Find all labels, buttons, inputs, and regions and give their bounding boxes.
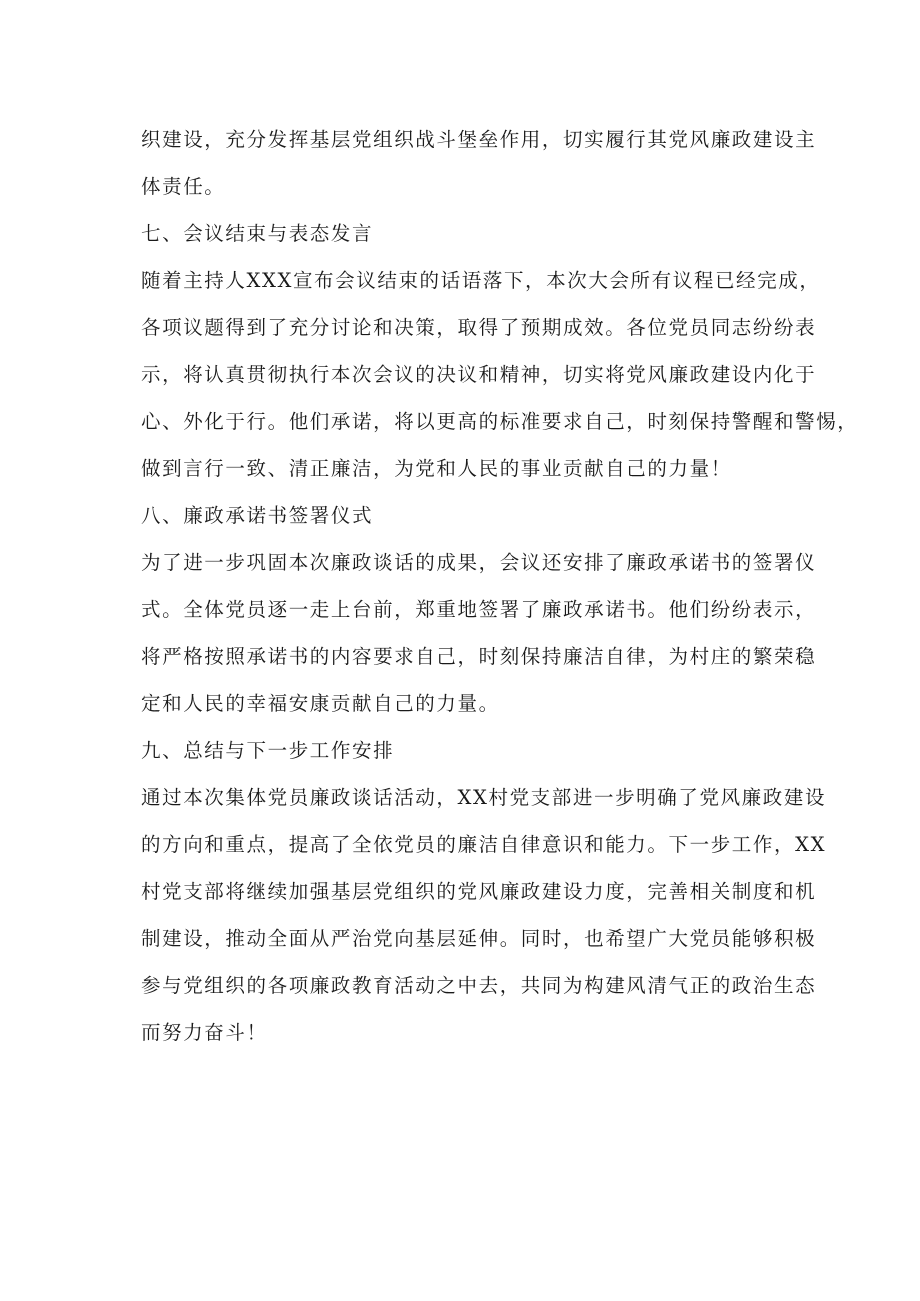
paragraph-line: 定和人民的幸福安康贡献自己的力量。 [141,692,500,715]
paragraph-line: 心、外化于行。他们承诺，将以更高的标准要求自己，时刻保持警醒和警惕， [141,410,859,433]
paragraph-line: 各项议题得到了充分讨论和决策，取得了预期成效。各位党员同志纷纷表 [141,316,817,339]
paragraph-line: 示，将认真贯彻执行本次会议的决议和精神，切实将党风廉政建设内化于 [141,363,817,386]
paragraph-line: 随着主持人XXX宣布会议结束的话语落下，本次大会所有议程已经完成， [141,269,821,292]
paragraph-line: 村党支部将继续加强基层党组织的党风廉政建设力度，完善相关制度和机 [141,880,817,903]
paragraph-line: 通过本次集体党员廉政谈话活动，XX村党支部进一步明确了党风廉政建设 [141,786,827,809]
paragraph-line: 将严格按照承诺书的内容要求自己，时刻保持廉洁自律，为村庄的繁荣稳 [141,645,817,668]
paragraph-line: 参与党组织的各项廉政教育活动之中去，共同为构建风清气正的政治生态 [141,974,817,997]
paragraph-line: 体责任。 [141,175,226,198]
paragraph-line: 而努力奋斗！ [141,1021,268,1044]
paragraph-line: 织建设，充分发挥基层党组织战斗堡垒作用，切实履行其党风廉政建设主 [141,128,817,151]
paragraph-line: 为了进一步巩固本次廉政谈话的成果，会议还安排了廉政承诺书的签署仪 [141,551,817,574]
document-body [141,116,859,1056]
paragraph-line: 制建设，推动全面从严治党向基层延伸。同时，也希望广大党员能够积极 [141,927,817,950]
section-heading: 七、会议结束与表态发言 [141,222,374,245]
paragraph-line: 的方向和重点，提高了全依党员的廉洁自律意识和能力。下一步工作，XX [141,833,827,856]
section-heading: 八、廉政承诺书签署仪式 [141,504,374,527]
section-heading: 九、总结与下一步工作安排 [141,739,395,762]
paragraph-line: 式。全体党员逐一走上台前，郑重地签署了廉政承诺书。他们纷纷表示， [141,598,817,621]
paragraph-line: 做到言行一致、清正廉洁，为党和人民的事业贡献自己的力量！ [141,457,732,480]
